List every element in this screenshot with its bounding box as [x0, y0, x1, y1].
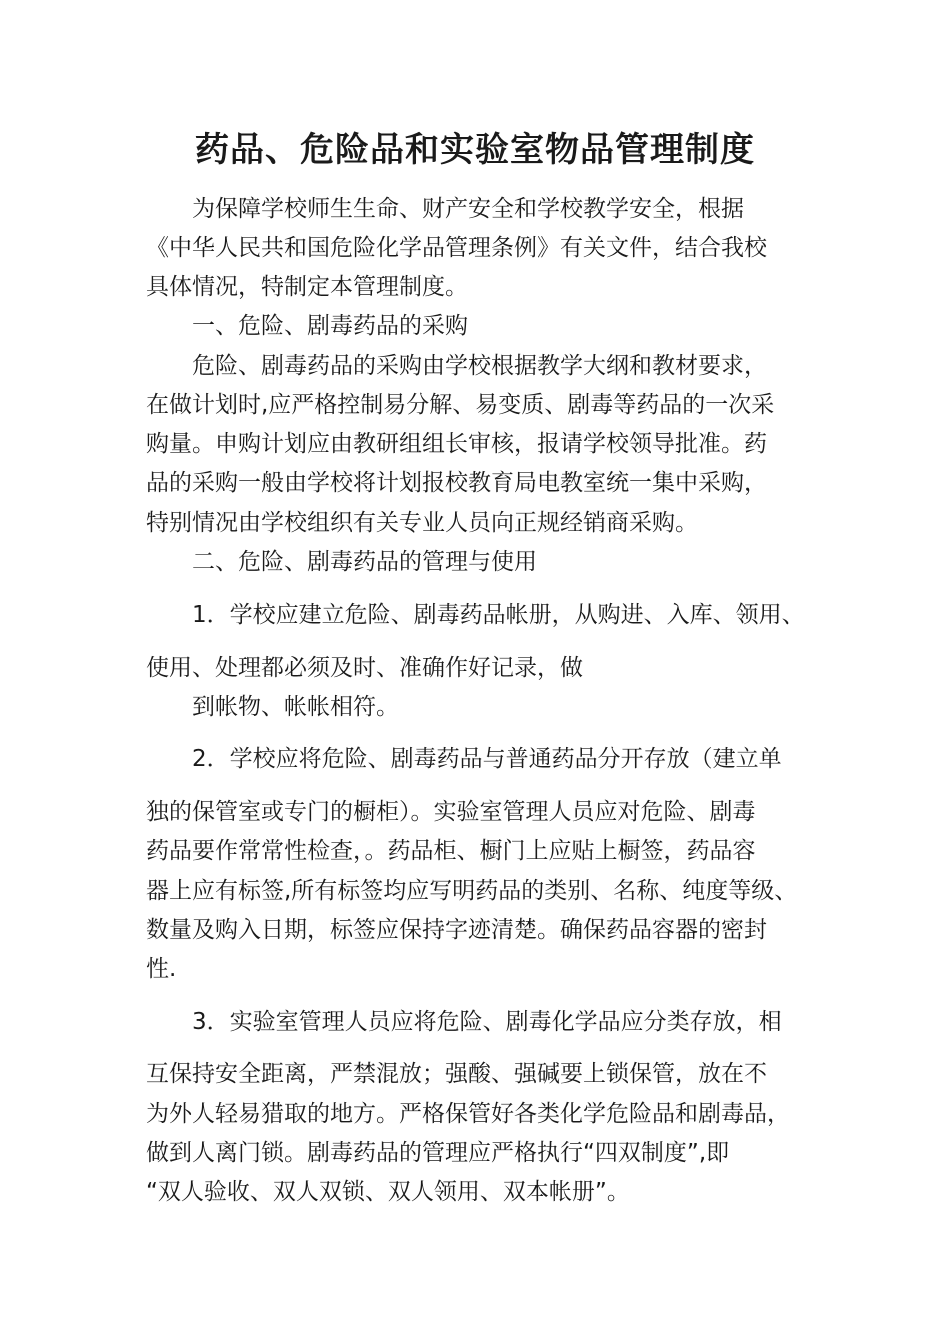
document-title: 药品、危险品和实验室物品管理制度 [195, 130, 755, 170]
paragraph-line: 3．实验室管理人员应将危险、剧毒化学品应分类存放，相 [192, 1009, 782, 1035]
paragraph-line: 特别情况由学校组织有关专业人员向正规经销商采购。 [146, 510, 698, 536]
paragraph-line: 为保障学校师生生命、财产安全和学校教学安全，根据 [192, 196, 744, 222]
paragraph-line: 数量及购入日期，标签应保持字迹清楚。确保药品容器的密封 [146, 917, 767, 943]
paragraph-line: 《中华人民共和国危险化学品管理条例》有关文件，结合我校 [146, 235, 767, 261]
paragraph-line: 在做计划时,应严格控制易分解、易变质、剧毒等药品的一次采 [146, 392, 775, 418]
paragraph-line: 使用、处理都必须及时、准确作好记录，做 [146, 655, 583, 681]
paragraph-line: 具体情况，特制定本管理制度。 [146, 274, 468, 300]
paragraph-line: 2．学校应将危险、剧毒药品与普通药品分开存放（建立单 [192, 746, 782, 772]
paragraph-line: 药品要作常常性检查，。药品柜、橱门上应贴上橱签，药品容 [146, 838, 756, 864]
paragraph-line: 器上应有标签,所有标签均应写明药品的类别、名称、纯度等级、 [146, 878, 798, 904]
paragraph-line: “双人验收、双人双锁、双人领用、双本帐册”。 [146, 1179, 630, 1205]
paragraph-line: 为外人轻易猎取的地方。严格保管好各类化学危险品和剧毒品， [146, 1101, 790, 1127]
section-heading: 二、危险、剧毒药品的管理与使用 [192, 549, 537, 575]
paragraph-line: 互保持安全距离，严禁混放；强酸、强碱要上锁保管，放在不 [146, 1061, 767, 1087]
paragraph-line: 做到人离门锁。剧毒药品的管理应严格执行“四双制度”,即 [146, 1140, 730, 1166]
paragraph-line: 购量。申购计划应由教研组组长审核，报请学校领导批准。药 [146, 431, 767, 457]
paragraph-line: 1．学校应建立危险、剧毒药品帐册，从购进、入库、领用、 [192, 602, 805, 628]
paragraph-line: 独的保管室或专门的橱柜）。实验室管理人员应对危险、剧毒 [146, 799, 756, 825]
paragraph-line: 危险、剧毒药品的采购由学校根据教学大纲和教材要求， [192, 353, 767, 379]
paragraph-line: 品的采购一般由学校将计划报校教育局电教室统一集中采购， [146, 470, 767, 496]
paragraph-line: 性. [146, 956, 177, 982]
section-heading: 一、危险、剧毒药品的采购 [192, 313, 468, 339]
paragraph-line: 到帐物、帐帐相符。 [192, 694, 399, 720]
